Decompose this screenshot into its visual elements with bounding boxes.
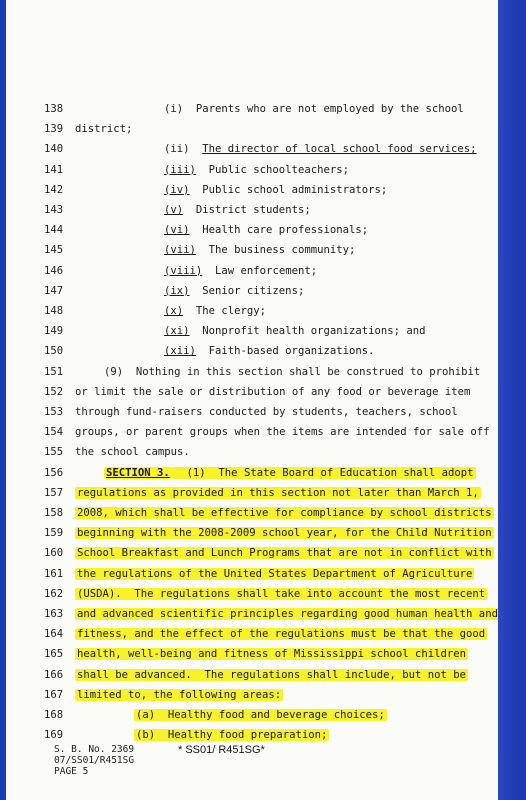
line-number: 140 [44, 143, 64, 156]
bill-line [6, 342, 498, 360]
bill-line [6, 645, 498, 663]
line-text [75, 645, 468, 663]
line-number: 146 [44, 264, 64, 277]
bill-line [6, 241, 498, 259]
highlighted-text: limited to, the following areas: [77, 688, 282, 701]
line-text [164, 262, 317, 280]
text-run: District students; [183, 204, 311, 216]
line-number: 149 [44, 325, 64, 338]
bill-line [6, 120, 498, 138]
line-text [164, 201, 311, 219]
line-text [164, 302, 266, 320]
text-run: or limit the sale or distribution of any food or beverage item [75, 385, 471, 398]
highlighted-text: health, well-being and fitness of Mississippi school children [77, 648, 467, 661]
line-text [75, 605, 498, 623]
line-number: 159 [44, 527, 64, 540]
bill-line [6, 524, 498, 542]
highlighted-text: regulations as provided in this section not later than March 1, [77, 486, 479, 499]
line-text [164, 282, 304, 300]
highlighted-text: 2008, which shall be effective for compliance by school districts [77, 507, 492, 519]
bill-line [6, 181, 498, 199]
line-number: 162 [44, 587, 64, 600]
underlined-text: (xi) [164, 325, 190, 338]
highlighted-text: beginning with the 2008-2009 school year, for the Child Nutrition [77, 527, 492, 540]
bill-line [6, 666, 498, 684]
section-heading: SECTION 3. [106, 466, 170, 479]
line-text [134, 726, 329, 744]
line-text [75, 443, 190, 461]
bill-version: 07/SS01/R451SG [54, 755, 135, 766]
line-number: 151 [44, 365, 64, 378]
text-run: the school campus. [75, 446, 190, 459]
bill-line [6, 686, 498, 704]
bill-line [6, 423, 498, 441]
highlighted-text: (a) Healthy food and beverage choices; [136, 709, 385, 721]
underlined-text: (x) [164, 305, 184, 317]
bill-line [6, 464, 498, 482]
text-run: through fund-raisers conducted by students, teachers, school [75, 406, 458, 418]
line-text [75, 625, 487, 643]
bill-line [6, 262, 498, 280]
line-number: 152 [44, 385, 64, 398]
line-number: 138 [44, 103, 64, 115]
bill-line [6, 322, 498, 340]
line-number: 161 [44, 567, 64, 580]
bill-line [6, 605, 498, 623]
line-text [75, 504, 494, 522]
underlined-text: (viii) [164, 264, 203, 277]
text-run: (ii) [164, 143, 203, 156]
underlined-text: (ix) [164, 284, 190, 297]
page-number: PAGE 5 [54, 766, 89, 777]
page-edge-shadow [498, 0, 526, 800]
line-text [75, 524, 494, 542]
text-run: Health care professionals; [189, 224, 369, 237]
line-number: 158 [44, 507, 64, 519]
underlined-text: (xii) [164, 345, 196, 358]
line-text [164, 100, 464, 118]
bill-line [6, 585, 498, 603]
line-text [75, 403, 458, 421]
highlighted-text: fitness, and the effect of the regulations must be that the good [77, 628, 486, 641]
bill-number: S. B. No. 2369 [54, 744, 135, 755]
bill-line [6, 726, 498, 744]
bill-line [6, 302, 498, 320]
line-text [164, 241, 355, 259]
underlined-text: (iii) [164, 163, 196, 176]
bill-line [6, 100, 498, 118]
highlighted-text: and advanced scientific principles regarding good human health and [77, 608, 498, 620]
line-text [104, 363, 480, 381]
text-run: Senior citizens; [189, 284, 305, 297]
text-run: Public school administrators; [189, 183, 388, 196]
text-run: (9) Nothing in this section shall be construed to prohibit [104, 365, 481, 378]
bill-line [6, 544, 498, 562]
text-run: The clergy; [183, 305, 267, 317]
bill-line [6, 443, 498, 461]
document-page [6, 0, 498, 800]
highlighted-text: (b) Healthy food preparation; [136, 729, 328, 742]
line-number: 148 [44, 305, 64, 317]
line-number: 157 [44, 486, 64, 499]
line-text [164, 221, 368, 239]
line-text [164, 322, 426, 340]
bill-line [6, 565, 498, 583]
line-text [104, 464, 476, 482]
line-number: 139 [44, 123, 64, 136]
line-text [75, 666, 468, 684]
line-number: 165 [44, 648, 64, 661]
line-number: 141 [44, 163, 64, 176]
line-number: 164 [44, 628, 64, 641]
line-number: 167 [44, 688, 64, 701]
text-run: Law enforcement; [202, 264, 318, 277]
bill-line [6, 363, 498, 381]
underlined-text: (v) [164, 204, 184, 216]
line-text [164, 181, 387, 199]
line-text [75, 544, 494, 562]
bill-line [6, 504, 498, 522]
highlighted-text: the regulations of the United States Department of Agriculture [77, 567, 473, 580]
line-text [75, 686, 283, 704]
line-text [164, 161, 349, 179]
text-run: district; [75, 123, 133, 136]
bill-line [6, 161, 498, 179]
line-number: 169 [44, 729, 64, 742]
underlined-text: The director of local school food services; [202, 143, 477, 156]
bill-line [6, 403, 498, 421]
line-number: 160 [44, 547, 64, 560]
line-number: 154 [44, 426, 64, 439]
line-number: 163 [44, 608, 64, 620]
line-text [75, 585, 487, 603]
line-number: 153 [44, 406, 64, 418]
line-text [75, 565, 474, 583]
line-number: 155 [44, 446, 64, 459]
underlined-text: (iv) [164, 183, 190, 196]
line-number: 143 [44, 204, 64, 216]
line-number: 168 [44, 709, 64, 721]
bill-line [6, 383, 498, 401]
line-number: 145 [44, 244, 64, 257]
line-number: 156 [44, 466, 64, 479]
line-number: 147 [44, 284, 64, 297]
line-number: 166 [44, 668, 64, 681]
bill-line [6, 706, 498, 724]
line-text [75, 120, 132, 138]
highlighted-text: School Breakfast and Lunch Programs that are not in conflict with [77, 547, 492, 560]
line-text [75, 423, 490, 441]
highlighted-text: (1) The State Board of Education shall adopt [173, 466, 474, 479]
barcode-code: * SS01/ R451SG* [178, 744, 265, 756]
line-text [75, 484, 481, 502]
text-run: groups, or parent groups when the items are intended for sale off [75, 426, 490, 439]
bill-line [6, 201, 498, 219]
page-footer [54, 744, 134, 777]
text-run: Public schoolteachers; [195, 163, 349, 176]
bill-line [6, 282, 498, 300]
line-number: 150 [44, 345, 64, 358]
line-text [164, 140, 477, 158]
text-run: (i) Parents who are not employed by the school [164, 103, 464, 115]
line-text [134, 706, 387, 724]
line-text [75, 383, 470, 401]
bill-line [6, 140, 498, 158]
underlined-text: (vi) [164, 224, 190, 237]
line-number: 144 [44, 224, 64, 237]
bill-line [6, 484, 498, 502]
text-run: Faith-based organizations. [195, 345, 375, 358]
bill-line [6, 625, 498, 643]
text-run: Nonprofit health organizations; and [189, 325, 426, 338]
highlighted-text: shall be advanced. The regulations shall include, but not be [77, 668, 467, 681]
bill-line [6, 221, 498, 239]
highlighted-text: (USDA). The regulations shall take into account the most recent [77, 587, 486, 600]
line-number: 142 [44, 183, 64, 196]
text-run: The business community; [195, 244, 356, 257]
underlined-text: (vii) [164, 244, 196, 257]
line-text [164, 342, 374, 360]
